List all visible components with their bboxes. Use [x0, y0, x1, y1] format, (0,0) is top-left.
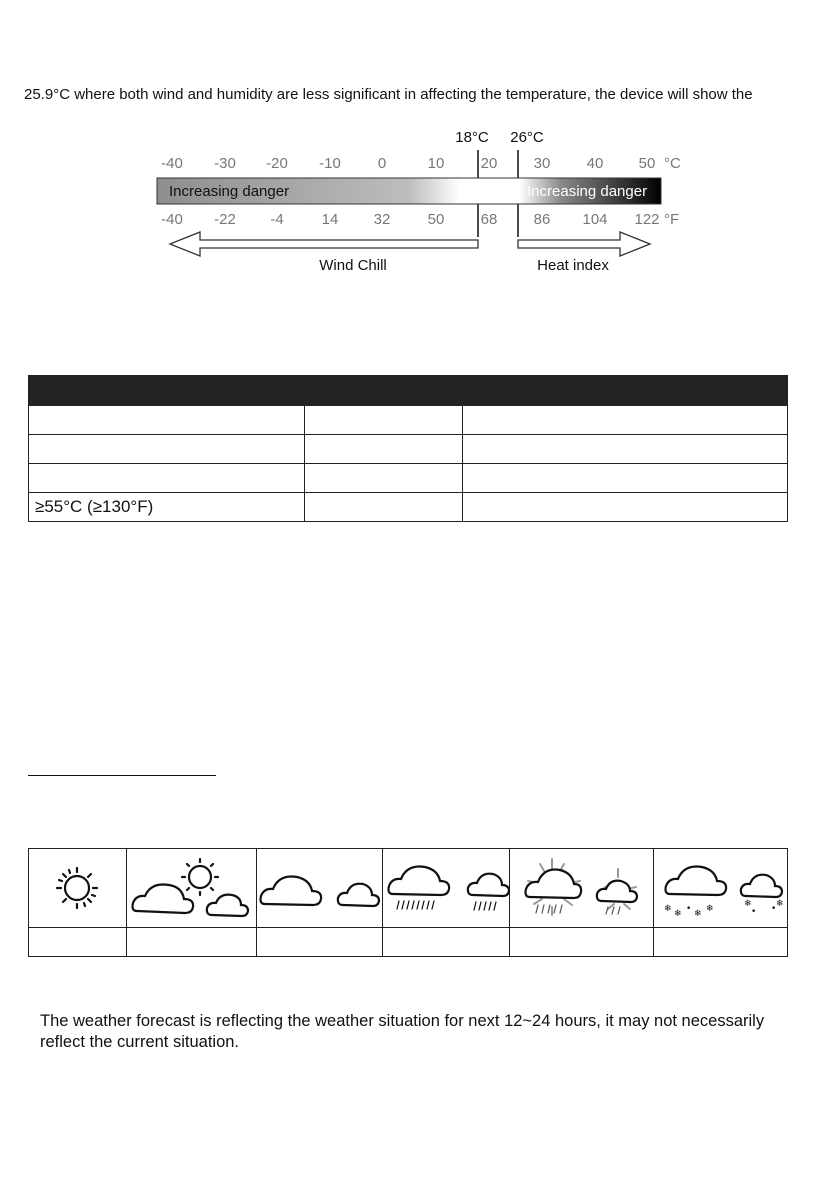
fahrenheit-tick-label: 32 [373, 211, 391, 228]
celsius-unit: °C [664, 155, 681, 172]
forecast-icon-row [29, 849, 788, 928]
fahrenheit-tick-label: 104 [582, 211, 608, 228]
fahrenheit-tick-label: 50 [427, 211, 445, 228]
intro-text: 25.9°C where both wind and humidity are less significant in affecting the temperature, the device will show the [24, 86, 753, 103]
celsius-tick-label: 40 [586, 155, 604, 172]
table-cell [463, 406, 788, 435]
table-cell [305, 464, 463, 493]
celsius-tick-label: 0 [377, 155, 387, 172]
fahrenheit-tick-label: -22 [214, 211, 236, 228]
wind-chill-label: Wind Chill [319, 257, 387, 274]
forecast-label-cell [257, 928, 383, 957]
cloudy-icon [257, 849, 383, 927]
heat-index-label: Heat index [537, 257, 609, 274]
celsius-tick-label: 50 [638, 155, 656, 172]
risk-level-table [28, 375, 788, 522]
forecast-label-cell [383, 928, 510, 957]
forecast-label-cell [127, 928, 257, 957]
forecast-label-cell [510, 928, 654, 957]
celsius-tick-label: 10 [427, 155, 445, 172]
forecast-cell-partly-cloudy [127, 849, 257, 928]
fahrenheit-tick-label: 14 [321, 211, 339, 228]
celsius-tick-labels [161, 155, 655, 172]
risk-table-header-cell [305, 376, 463, 406]
risk-table-header-cell [463, 376, 788, 406]
svg-text:❄: ❄ [664, 904, 672, 914]
forecast-icon-table [28, 848, 788, 957]
forecast-label-cell [654, 928, 788, 957]
svg-text:❄: ❄ [744, 899, 752, 909]
celsius-tick-label: 20 [480, 155, 498, 172]
forecast-cell-stormy [510, 849, 654, 928]
table-cell [29, 406, 305, 435]
celsius-tick-label: -10 [319, 155, 341, 172]
celsius-tick-label: -40 [161, 155, 183, 172]
snowy-icon [654, 849, 788, 927]
table-row [29, 493, 788, 522]
fahrenheit-tick-label: -4 [270, 211, 284, 228]
svg-text:❄: ❄ [776, 899, 784, 909]
forecast-cell-snowy [654, 849, 788, 928]
wind-chill-arrow [170, 232, 478, 256]
marker-label-18c: 18°C [455, 129, 489, 146]
forecast-cell-rainy [383, 849, 510, 928]
forecast-label-cell [29, 928, 127, 957]
forecast-cell-sunny [29, 849, 127, 928]
table-cell [305, 406, 463, 435]
section-heading-underline [28, 775, 216, 776]
celsius-tick-label: 30 [533, 155, 551, 172]
svg-text:❄: ❄ [706, 904, 714, 914]
fahrenheit-tick-label: -40 [161, 211, 183, 228]
table-cell [463, 493, 788, 522]
marker-label-26c: 26°C [510, 129, 544, 146]
sun-icon [29, 849, 127, 927]
svg-text:❄: ❄ [694, 909, 702, 919]
forecast-cell-cloudy [257, 849, 383, 928]
svg-text:•: • [686, 904, 692, 914]
svg-text:•: • [751, 907, 757, 917]
svg-text:❄: ❄ [674, 909, 682, 919]
table-cell [29, 435, 305, 464]
fahrenheit-unit: °F [664, 211, 680, 228]
rainy-icon [383, 849, 510, 927]
table-cell [463, 435, 788, 464]
table-cell: ≥55°C (≥130°F) [29, 493, 305, 522]
table-row [29, 464, 788, 493]
heat-index-arrow [518, 232, 650, 256]
table-row [29, 435, 788, 464]
fahrenheit-tick-labels [161, 211, 659, 228]
stormy-icon [510, 849, 654, 927]
celsius-tick-label: -20 [266, 155, 288, 172]
forecast-label-row [29, 928, 788, 957]
wind-chill-heat-index-scale [0, 0, 839, 300]
risk-table-header-cell [29, 376, 305, 406]
table-cell [463, 464, 788, 493]
table-cell [305, 435, 463, 464]
risk-table-header-row [29, 376, 788, 406]
forecast-note: The weather forecast is reflecting the weather situation for next 12~24 hours, it may not necessarily reflect the current situation. [40, 1012, 765, 1051]
fahrenheit-tick-label: 122 [634, 211, 660, 228]
fahrenheit-tick-label: 68 [480, 211, 498, 228]
svg-text:•: • [771, 904, 777, 914]
partly-cloudy-icon [127, 849, 257, 927]
danger-label-cold: Increasing danger [169, 183, 290, 200]
table-cell [305, 493, 463, 522]
table-row [29, 406, 788, 435]
fahrenheit-tick-label: 86 [533, 211, 551, 228]
danger-label-hot: Increasing danger [527, 183, 648, 200]
celsius-tick-label: -30 [214, 155, 236, 172]
table-cell [29, 464, 305, 493]
